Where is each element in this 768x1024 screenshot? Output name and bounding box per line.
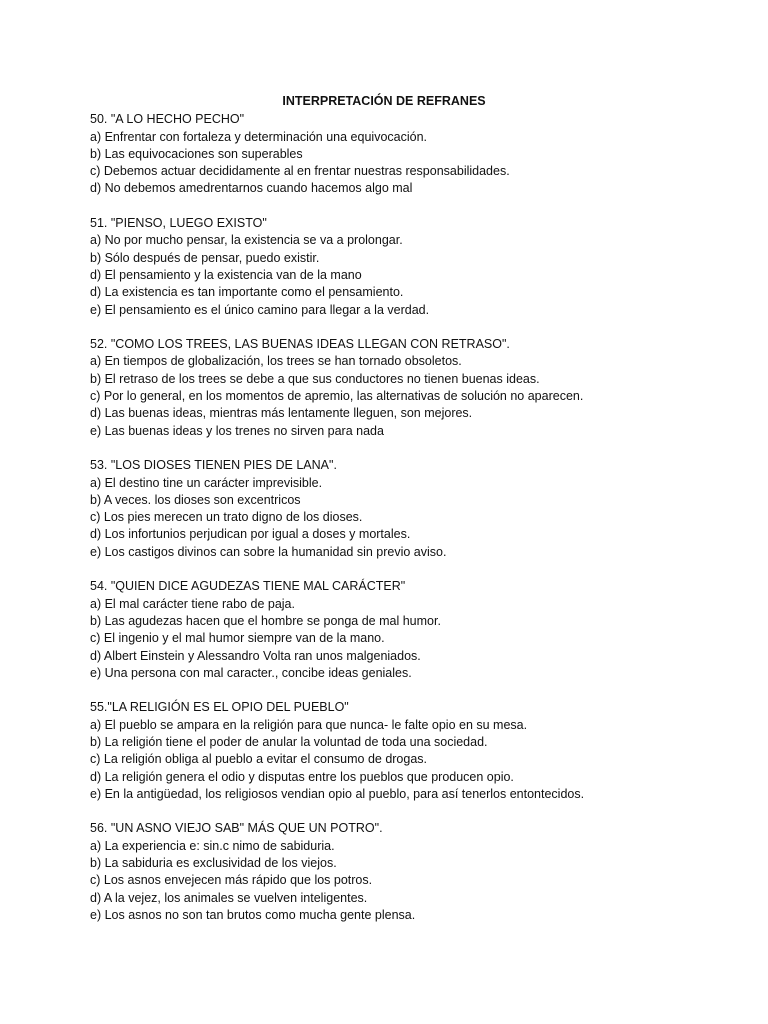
answer-option: c) El ingenio y el mal humor siempre van de la mano. — [90, 631, 385, 646]
answer-option: d) Los infortunios perjudican por igual a doses y mortales. — [90, 527, 411, 542]
answer-option: c) La religión obliga al pueblo a evitar el consumo de drogas. — [90, 752, 428, 767]
answer-option: e) En la antigüedad, los religiosos vendian opio al pueblo, para así tenerlos entontecidos. — [90, 786, 585, 801]
question-heading: 51. "PIENSO, LUEGO EXISTO" — [90, 216, 267, 231]
question-heading: 50. "A LO HECHO PECHO" — [90, 112, 245, 127]
answer-option: a) Enfrentar con fortaleza y determinación una equivocación. — [90, 129, 427, 144]
question-heading: 53. "LOS DIOSES TIENEN PIES DE LANA". — [90, 458, 337, 473]
question-heading: 52. "COMO LOS TREES, LAS BUENAS IDEAS LLEGAN CON RETRASO". — [90, 337, 510, 352]
question-heading: 55."LA RELIGIÓN ES EL OPIO DEL PUEBLO" — [90, 700, 349, 715]
answer-option: e) Los asnos no son tan brutos como mucha gente plensa. — [90, 907, 416, 922]
answer-option: d) El pensamiento y la existencia van de la mano — [90, 267, 362, 282]
answer-option: d) No debemos amedrentarnos cuando hacemos algo mal — [90, 181, 413, 196]
answer-option: e) Los castigos divinos can sobre la humanidad sin previo aviso. — [90, 544, 447, 559]
answer-option: b) La religión tiene el poder de anular la voluntad de toda una sociedad. — [90, 734, 488, 749]
answer-option: a) El destino tine un carácter imprevisible. — [90, 475, 323, 490]
answer-option: a) El mal carácter tiene rabo de paja. — [90, 596, 295, 611]
answer-option: c) Debemos actuar decididamente al en frentar nuestras responsabilidades. — [90, 164, 510, 179]
answer-option: a) La experiencia e: sin.c nimo de sabiduria. — [90, 838, 335, 853]
answer-option: a) No por mucho pensar, la existencia se va a prolongar. — [90, 233, 403, 248]
answer-option: e) El pensamiento es el único camino para llegar a la verdad. — [90, 302, 430, 317]
question-list — [90, 111, 728, 924]
answer-option: b) Las agudezas hacen que el hombre se ponga de mal humor. — [90, 613, 441, 628]
answer-option: c) Por lo general, en los momentos de apremio, las alternativas de solución no aparecen. — [90, 389, 584, 404]
answer-option: c) Los pies merecen un trato digno de los dioses. — [90, 510, 363, 525]
question-block — [90, 699, 728, 803]
question-block — [90, 578, 728, 682]
answer-option: d) La religión genera el odio y disputas entre los pueblos que producen opio. — [90, 769, 514, 784]
question-heading: 54. "QUIEN DICE AGUDEZAS TIENE MAL CARÁCTER" — [90, 579, 406, 594]
answer-option: e) Las buenas ideas y los trenes no sirven para nada — [90, 423, 384, 438]
answer-option: b) Sólo después de pensar, puedo existir. — [90, 250, 320, 265]
answer-option: d) A la vejez, los animales se vuelven inteligentes. — [90, 890, 368, 905]
answer-option: d) Las buenas ideas, mientras más lentamente lleguen, son mejores. — [90, 406, 473, 421]
question-block — [90, 215, 728, 319]
question-block — [90, 457, 728, 561]
question-block — [90, 336, 728, 440]
answer-option: a) El pueblo se ampara en la religión para que nunca- le falte opio en su mesa. — [90, 717, 528, 732]
answer-option: b) A veces. los dioses son excentricos — [90, 492, 301, 507]
answer-option: e) Una persona con mal caracter., concibe ideas geniales. — [90, 665, 412, 680]
answer-option: c) Los asnos envejecen más rápido que los potros. — [90, 873, 373, 888]
document-title: INTERPRETACIÓN DE REFRANES — [282, 94, 486, 108]
question-block — [90, 820, 728, 924]
answer-option: b) El retraso de los trees se debe a que sus conductores no tienen buenas ideas. — [90, 371, 540, 386]
answer-option: a) En tiempos de globalización, los trees se han tornado obsoletos. — [90, 354, 462, 369]
answer-option: d) La existencia es tan importante como el pensamiento. — [90, 285, 404, 300]
answer-option: b) Las equivocaciones son superables — [90, 146, 303, 161]
question-heading: 56. "UN ASNO VIEJO SAB" MÁS QUE UN POTRO". — [90, 821, 383, 836]
answer-option: b) La sabiduria es exclusividad de los viejos. — [90, 856, 337, 871]
answer-option: d) Albert Einstein y Alessandro Volta ran unos malgeniados. — [90, 648, 421, 663]
question-block — [90, 111, 728, 197]
